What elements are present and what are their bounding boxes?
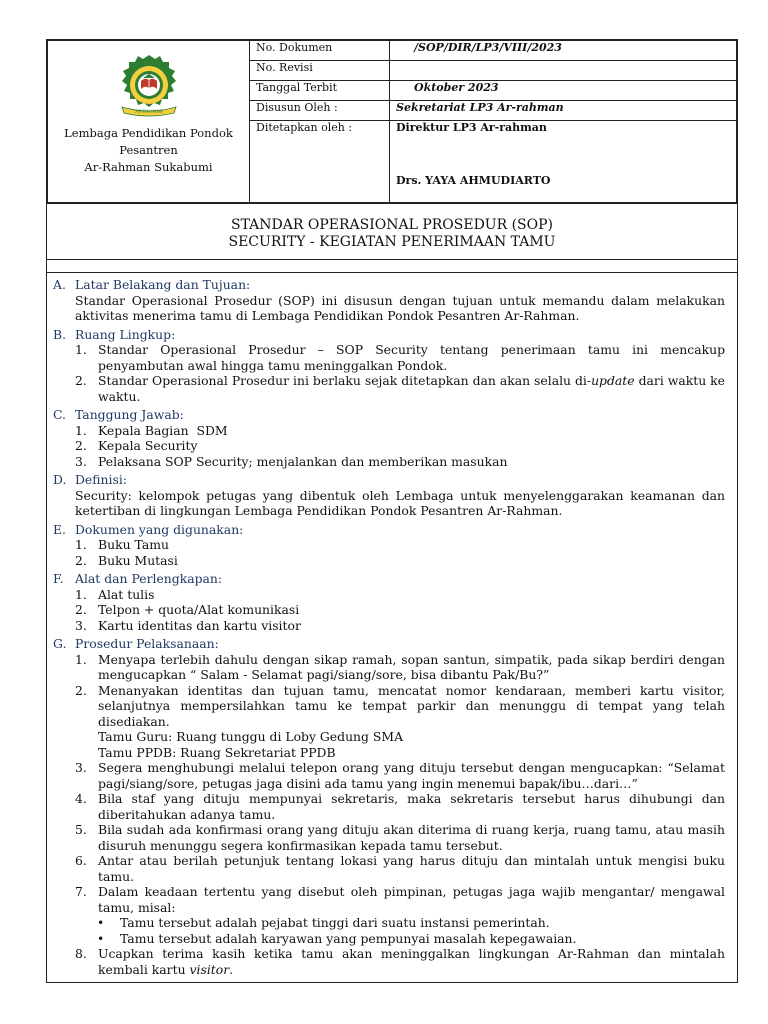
divider: [47, 272, 737, 273]
item-number: 3.: [75, 453, 87, 469]
sop-content: [53, 274, 725, 977]
waiting-room-guru: Tamu Guru: Ruang tunggu di Loby Gedung SMA: [98, 729, 404, 744]
item-number: 2.: [75, 682, 87, 698]
list-item: [53, 683, 725, 730]
section-c: [53, 407, 725, 469]
list-item: [53, 822, 725, 853]
prepared-by-value: Sekretariat LP3 Ar-rahman: [390, 101, 737, 121]
item-number: 2.: [75, 438, 87, 453]
item-number: 3.: [75, 760, 87, 775]
list-item: [53, 342, 725, 373]
waiting-room-ppdb: Tamu PPDB: Ruang Sekretariat PPDB: [98, 744, 336, 760]
list-item: [53, 537, 725, 553]
item-number: 2.: [75, 602, 87, 617]
institution-line-3: Ar-Rahman Sukabumi: [84, 160, 213, 174]
item-text: Menanyakan identitas dan tujuan tamu, mencatat nomor kendaraan, memberi kartu visitor, selanjutnya mempersilahkan tamu ke tempat parkir dan menunggu di tempat yang telah disediakan.: [98, 682, 725, 729]
section-letter: A.: [53, 277, 66, 292]
section-paragraph: Security: kelompok petugas yang dibentuk oleh Lembaga untuk menyelenggarakan keamanan dan ketertiban di lingkungan Lembaga Pendidikan Pondok Pesantren Ar-Rahman.: [75, 487, 725, 518]
bullet-item: [53, 915, 725, 931]
list-item: [53, 373, 725, 404]
list-item: [53, 760, 725, 791]
revision-value: [390, 61, 737, 81]
section-e: [53, 522, 725, 569]
bullet-item: [53, 931, 725, 947]
item-number: 1.: [75, 342, 87, 357]
document-title-box: [47, 202, 737, 260]
list-item: [53, 587, 725, 603]
school-emblem-logo: [108, 55, 190, 119]
section-title: Latar Belakang dan Tujuan:: [75, 277, 251, 292]
item-number: 1.: [75, 422, 87, 438]
list-item: [53, 791, 725, 822]
section-title: Definisi:: [75, 472, 127, 487]
item-text-emphasis: update: [591, 373, 635, 388]
list-item: [53, 652, 725, 683]
section-title: Dokumen yang digunakan:: [75, 521, 244, 537]
item-number: 1.: [75, 651, 87, 667]
item-text: Bila staf yang dituju mempunyai sekretaris, maka sekretaris tersebut harus dihubungi dan diberitahukan adanya tamu.: [98, 791, 725, 822]
bullet-icon: •: [97, 930, 105, 946]
section-heading: [53, 571, 725, 587]
document-title-line-1: STANDAR OPERASIONAL PROSEDUR (SOP): [231, 217, 553, 233]
item-number: 2.: [75, 552, 87, 568]
item-text: Pelaksana SOP Security; menjalankan dan memberikan masukan: [98, 453, 508, 469]
item-text: .: [229, 961, 234, 977]
institution-line-2: Pesantren: [119, 143, 178, 157]
approved-by-value: Direktur LP3 Ar-rahman: [396, 121, 547, 134]
bullet-text: Tamu tersebut adalah karyawan yang pempunyai masalah kepegawaian.: [120, 930, 577, 946]
item-text-emphasis: visitor: [189, 961, 230, 977]
list-item: [53, 618, 725, 634]
item-number: 2.: [75, 373, 87, 388]
item-text: Buku Tamu: [98, 537, 169, 552]
section-f: [53, 571, 725, 633]
item-number: 7.: [75, 884, 87, 899]
list-item: [53, 602, 725, 618]
bullet-icon: •: [97, 915, 105, 930]
section-b: [53, 327, 725, 405]
list-item: [53, 454, 725, 470]
list-item: [53, 946, 725, 977]
item-text: Segera menghubungi melalui telepon orang yang dituju tersebut dengan mengucapkan: “Selamat pagi/siang/sore, petugas jaga disini ada tamu yang ingin menemui bapak/ibu…dari…”: [98, 760, 725, 791]
item-text: Bila sudah ada konfirmasi orang yang dituju akan diterima di ruang kerja, ruang tamu, atau masih disuruh menunggu segera konfirmasikan kepada tamu tersebut.: [98, 822, 725, 853]
list-item: [53, 438, 725, 454]
section-heading: [53, 472, 725, 488]
item-text: dari waktu ke waktu.: [98, 373, 725, 404]
issue-date-value: Oktober 2023: [390, 81, 737, 101]
section-letter: F.: [53, 571, 64, 586]
section-heading: [53, 636, 725, 652]
item-number: 3.: [75, 617, 87, 633]
item-text: Dalam keadaan tertentu yang disebut oleh pimpinan, petugas jaga wajib mengantar/ mengawal tamu, misal:: [98, 884, 725, 915]
revision-label: No. Revisi: [250, 61, 390, 81]
section-heading: [53, 277, 725, 293]
section-heading: [53, 407, 725, 423]
item-text: Kepala Bagian SDM: [98, 422, 228, 438]
prepared-by-label: Disusun Oleh :: [250, 101, 390, 121]
section-letter: D.: [53, 472, 67, 487]
institution-line-1: Lembaga Pendidikan Pondok: [64, 126, 233, 140]
list-item: [53, 423, 725, 439]
item-text: Kepala Security: [98, 438, 198, 453]
item-number: 6.: [75, 853, 87, 868]
section-letter: G.: [53, 636, 67, 651]
item-text: Menyapa terlebih dahulu dengan sikap ramah, sopan santun, simpatik, pada sikap berdiri dengan mengucapkan “ Salam - Selamat pagi/siang/sore, bisa dibantu Pak/Bu?”: [98, 651, 725, 682]
item-text: Ucapkan terima kasih ketika tamu akan meninggalkan lingkungan Ar-Rahman dan mintalah kembali kartu: [98, 946, 725, 977]
sop-document: [46, 39, 738, 983]
section-heading: [53, 522, 725, 538]
item-text: Standar Operasional Prosedur ini berlaku sejak ditetapkan dan akan selalu di-: [98, 373, 592, 388]
section-a: [53, 277, 725, 324]
doc-number-value: /SOP/DIR/LP3/VIII/2023: [390, 41, 737, 61]
section-letter: E.: [53, 521, 66, 537]
section-d: [53, 472, 725, 519]
item-number: 1.: [75, 586, 87, 602]
section-title: Alat dan Perlengkapan:: [75, 571, 223, 586]
section-heading: [53, 327, 725, 343]
item-text: Kartu identitas dan kartu visitor: [98, 617, 301, 633]
section-g: [53, 636, 725, 977]
item-text: Standar Operasional Prosedur – SOP Security tentang penerimaan tamu ini mencakup penyambutan awal hingga tamu meninggalkan Pondok.: [98, 342, 725, 373]
section-letter: B.: [53, 326, 67, 342]
section-letter: C.: [53, 407, 66, 422]
section-title: Prosedur Pelaksanaan:: [75, 636, 219, 651]
approved-by-cell: [390, 121, 737, 204]
signer-name: Drs. YAYA AHMUDIARTO: [396, 174, 551, 187]
list-item: [53, 853, 725, 884]
section-title: Tanggung Jawab:: [75, 407, 184, 422]
bullet-text: Tamu tersebut adalah pejabat tinggi dari suatu instansi pemerintah.: [120, 915, 550, 930]
item-text: Buku Mutasi: [98, 552, 178, 568]
issue-date-label: Tanggal Terbit: [250, 81, 390, 101]
section-paragraph: Standar Operasional Prosedur (SOP) ini disusun dengan tujuan untuk memandu dalam melakukan aktivitas menerima tamu di Lembaga Pendidikan Pondok Pesantren Ar-Rahman.: [75, 292, 725, 323]
institution-name: [54, 125, 243, 176]
logo-banner-text: AR-RAHMAN: [134, 110, 163, 115]
list-item: [53, 884, 725, 915]
item-text: Alat tulis: [98, 586, 155, 602]
list-item: [53, 553, 725, 569]
document-title-line-2: SECURITY - KEGIATAN PENERIMAAN TAMU: [228, 234, 556, 250]
item-number: 4.: [75, 791, 87, 806]
item-number: 5.: [75, 822, 87, 837]
institution-cell: [48, 41, 250, 204]
item-text: Antar atau berilah petunjuk tentang lokasi yang harus dituju dan mintalah untuk mengisi buku tamu.: [98, 853, 725, 884]
item-text: Telpon + quota/Alat komunikasi: [98, 602, 300, 617]
document-header-table: [47, 40, 737, 204]
item-number: 1.: [75, 537, 87, 552]
section-title: Ruang Lingkup:: [75, 326, 176, 342]
item-number: 8.: [75, 946, 87, 961]
doc-number-label: No. Dokumen: [250, 41, 390, 61]
approved-by-label: Ditetapkan oleh :: [250, 121, 390, 204]
